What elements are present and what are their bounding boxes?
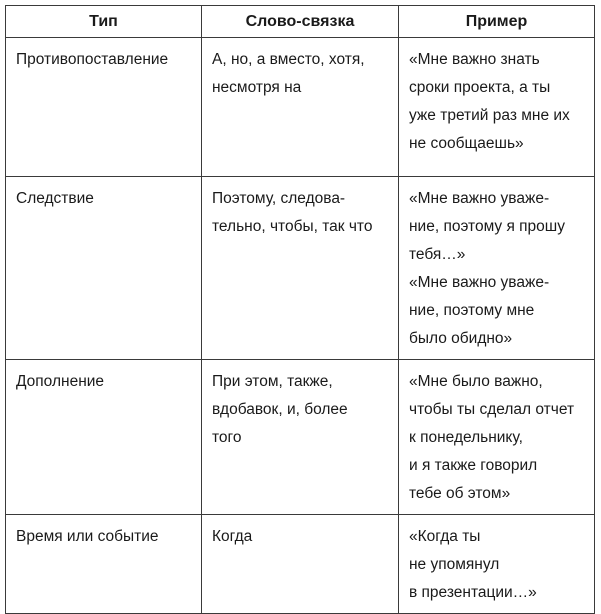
example-line: ние, поэтому я прошу [409,218,565,235]
example-line: «Мне важно знать [409,51,540,68]
connector-cell [202,360,399,515]
example-line: уже третий раз мне их [409,107,570,124]
example-line: тебя…» [409,246,466,263]
example-cell [399,177,595,360]
example-line: ние, поэтому мне [409,302,535,319]
type-text: Противопоставление [16,51,169,68]
example-cell [399,38,595,177]
example-line: не упомянул [409,556,500,573]
example-line: «Мне важно уваже- [409,190,550,207]
example-line: чтобы ты сделал отчет [409,401,575,418]
connector-line: Поэтому, следова- [212,190,346,207]
connector-line: Когда [212,528,253,545]
connector-line: вдобавок, и, более [212,401,348,418]
header-example: Пример [399,6,595,38]
type-cell [6,515,202,614]
connectors-table [5,5,595,614]
example-line: тебе об этом» [409,485,511,502]
example-cell [399,515,595,614]
connectors-table-container [5,5,594,614]
connector-line: того [212,429,242,446]
example-line: было обидно» [409,330,513,347]
connector-line: А, но, а вместо, хотя, [212,51,365,68]
example-cell [399,360,595,515]
example-line: «Мне было важно, [409,373,543,390]
connector-line: тельно, чтобы, так что [212,218,373,235]
connector-cell [202,177,399,360]
type-cell [6,360,202,515]
table-row [6,38,595,177]
type-text: Дополнение [16,373,105,390]
table-row [6,360,595,515]
example-line: «Мне важно уваже- [409,274,550,291]
example-line: к понедельнику, [409,429,523,446]
connector-line: При этом, также, [212,373,333,390]
connector-line: несмотря на [212,79,302,96]
example-line: не сообщаешь» [409,135,524,152]
connector-cell [202,515,399,614]
type-cell [6,38,202,177]
table-row [6,515,595,614]
example-line: и я также говорил [409,457,538,474]
table-header-row [6,6,595,38]
connector-cell [202,38,399,177]
header-connector: Слово-связка [202,6,399,38]
type-text: Время или событие [16,528,159,545]
example-line: «Когда ты [409,528,481,545]
type-text: Следствие [16,190,94,207]
header-type: Тип [6,6,202,38]
example-line: в презентации…» [409,584,537,601]
type-cell [6,177,202,360]
table-row [6,177,595,360]
example-line: сроки проекта, а ты [409,79,551,96]
